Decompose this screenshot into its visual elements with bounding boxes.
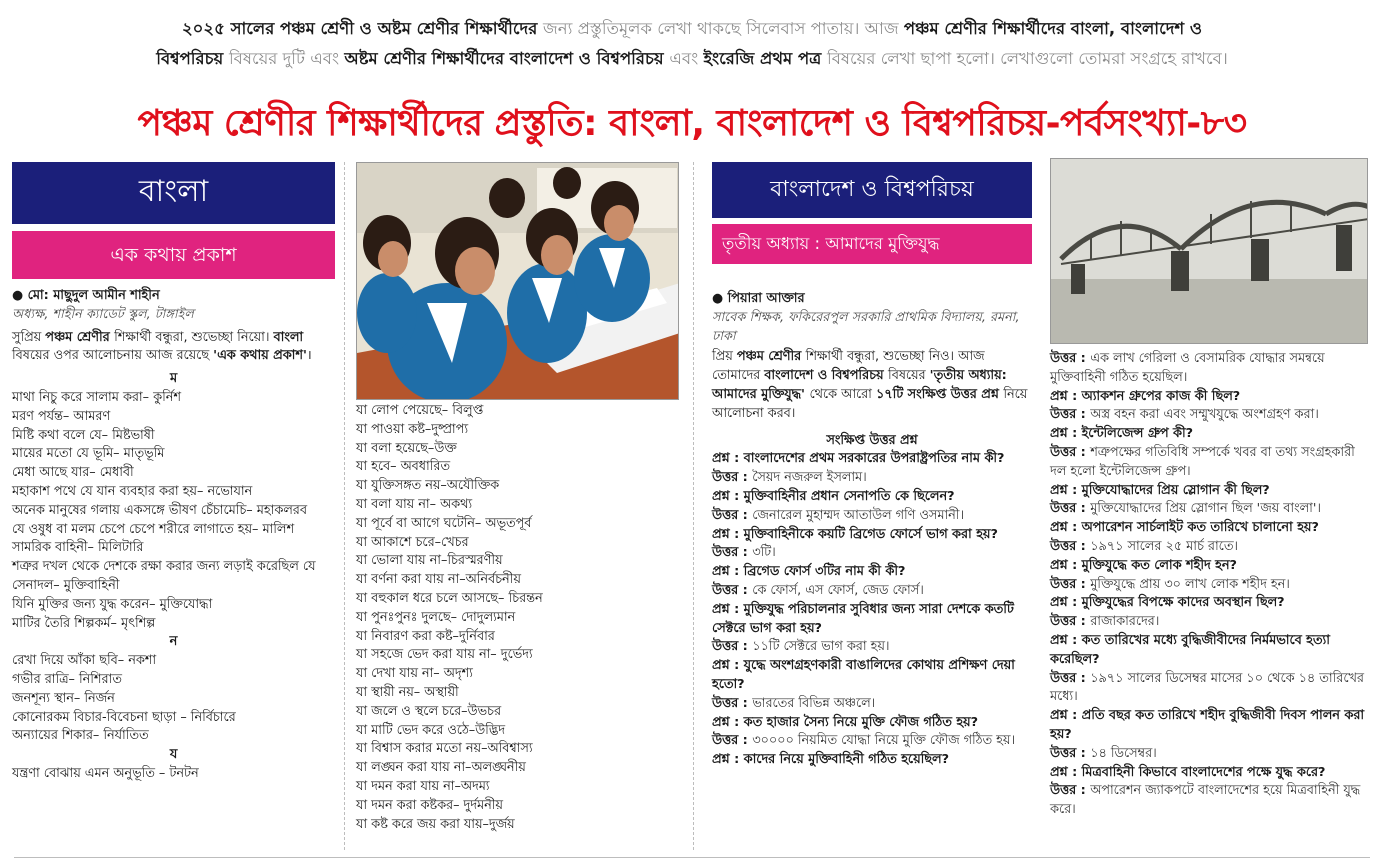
list-item: সামরিক বাহিনী– মিলিটারি [12, 540, 144, 556]
list-item: মাথা নিচু করে সালাম করা– কুর্নিশ [12, 389, 181, 405]
question-text: মিত্রবাহিনী কিভাবে বাংলাদেশের পক্ষে যুদ্ধ করে? [1081, 764, 1326, 780]
question: প্রশ্ন : বাংলাদেশের প্রথম সরকারের উপরাষ্ট্রপতির নাম কী? [712, 451, 1005, 467]
question: প্রশ্ন : কাদের নিয়ে মুক্তিবাহিনী গঠিত হয়েছিল? [712, 752, 949, 768]
question: প্রশ্ন : অপারেশন সার্চলাইট কত তারিখে চালানো হয়? [1050, 520, 1319, 536]
question: প্রশ্ন : মিত্রবাহিনী কিভাবে বাংলাদেশের পক্ষে যুদ্ধ করে? [1050, 764, 1326, 780]
question-text: মুক্তিযুদ্ধ পরিচালনার সুবিধার জন্য সারা দেশকে কতটি সেক্টরে ভাগ করা হয়? [712, 601, 1014, 636]
question-text: ইন্টেলিজেন্স গ্রুপ কী? [1081, 426, 1194, 442]
intro-segment: । [306, 348, 312, 364]
bangla-title: বাংলা [12, 162, 335, 224]
question-label: প্রশ্ন [712, 601, 730, 617]
question-text: কত তারিখের মধ্যে বুদ্ধিজীবীদের নির্মমভাবে হত্যা করেছিল? [1050, 632, 1330, 667]
answer-text: জেনারেল মুহাম্মদ আতাউল গণি ওসমানী। [752, 507, 965, 523]
list-item: যা দমন করা কষ্টকর– দুর্দমনীয় [356, 797, 503, 813]
answer-label: উত্তর [712, 582, 739, 598]
question: প্রশ্ন : মুক্তিযুদ্ধের বিপক্ষে কাদের অবস্থান ছিল? [1050, 595, 1285, 611]
bangla-intro [12, 329, 335, 367]
question: প্রশ্ন : মুক্তিযুদ্ধ পরিচালনার সুবিধার জন্য সারা দেশকে কতটি সেক্টরে ভাগ করা হয়? [712, 601, 1014, 636]
question-text: মুক্তিবাহিনীর প্রধান সেনাপতি কে ছিলেন? [743, 488, 955, 504]
question-text: যুদ্ধে অংশগ্রহণকারী বাঙালিদের কোথায় প্রশিক্ষণ দেয়া হতো? [712, 658, 1015, 692]
intro-segment: বাংলা [273, 329, 304, 345]
qa-column-4 [1050, 350, 1370, 820]
list-item: গভীর রাত্রি– নিশিরাত [12, 671, 122, 687]
question: প্রশ্ন : কত তারিখের মধ্যে বুদ্ধিজীবীদের নির্মমভাবে হত্যা করেছিল? [1050, 632, 1330, 667]
answer-text: ৩টি। [752, 545, 776, 561]
intro-segment: ১৭টি সংক্ষিপ্ত উত্তর প্রশ্ন [875, 386, 1004, 402]
bgp-subtitle: তৃতীয় অধ্যায় : আমাদের মুক্তিযুদ্ধ [712, 224, 1032, 264]
intro-segment: শিক্ষার্থী বন্ধুরা, শুভেচ্ছা নিয়ো। [114, 329, 274, 345]
list-item: যা দমন করা যায় না–অদম্য [356, 778, 490, 794]
question-text: অ্যাকশন গ্রুপের কাজ কী ছিল? [1081, 388, 1241, 404]
list-item: যা যুক্তিসঙ্গত নয়–অযৌক্তিক [356, 478, 500, 494]
list-item: যা জলে ও স্থলে চরে–উভচর [356, 703, 501, 719]
bridge-illustration [1051, 159, 1368, 344]
question: প্রশ্ন : প্রতি বছর কত তারিখে শহীদ বুদ্ধিজীবী দিবস পালন করা হয়? [1050, 708, 1365, 742]
question-text: মুক্তিবাহিনীকে কয়টি ব্রিগেড ফোর্সে ভাগ করা হয়? [743, 526, 998, 542]
list-item: যা হবে– অবধারিত [356, 459, 450, 475]
question-label: প্রশ্ন [712, 752, 730, 768]
question: প্রশ্ন : অ্যাকশন গ্রুপের কাজ কী ছিল? [1050, 388, 1241, 404]
answer: উত্তর : ১৯৭১ সালের ২৫ মার্চ রাতে। [1050, 538, 1239, 554]
list-item: যা আকাশে চরে–খেচর [356, 534, 469, 550]
intro-segment: প্রিয় [712, 349, 737, 365]
question-text: মুক্তিযোদ্ধাদের প্রিয় স্লোগান কী ছিল? [1081, 482, 1270, 498]
word-list-na [12, 652, 335, 746]
intro-segment: এবং [669, 49, 704, 68]
bangla-author: ● মো: মাছুদুল আমীন শাহীন [12, 288, 160, 303]
answer: উত্তর : জেনারেল মুহাম্মদ আতাউল গণি ওসমানী। [712, 507, 965, 523]
page-headline: পঞ্চম শ্রেণীর শিক্ষার্থীদের প্রস্তুতি: বাংলা, বাংলাদেশ ও বিশ্বপরিচয়-পর্বসংখ্যা-৮৩ [137, 103, 1247, 144]
question-text: কত হাজার সৈন্য নিয়ে মুক্তি ফৌজ গঠিত হয়? [743, 714, 978, 730]
answer-label: উত্তর [712, 470, 739, 486]
answer-text: ১৯৭১ সালের ডিসেম্বর মাসের ১০ থেকে ১৪ তারিখের মধ্যে। [1050, 670, 1364, 705]
intro-segment: বিষয়ের দুটি এবং [228, 49, 345, 68]
bangla-author-role: অধ্যক্ষ, শাহীন ক্যাডেট স্কুল, টাঙ্গাইল [12, 306, 194, 322]
column-divider [344, 162, 345, 850]
intro-line-1 [14, 14, 1370, 44]
intro-segment: 'এক কথায় প্রকাশ' [213, 348, 307, 364]
intro-segment: বিষয়ের লেখা ছাপা হলো। লেখাগুলো তোমরা সংগ্রহে রাখবে। [827, 49, 1228, 68]
question: প্রশ্ন : ব্রিগেড ফোর্স ৩টির নাম কী কী? [712, 564, 906, 580]
word-list-ma [12, 389, 335, 633]
word-list-ja [12, 765, 335, 784]
list-item: যা বিশ্বাস করার মতো নয়–অবিশ্বাস্য [356, 741, 533, 757]
question: প্রশ্ন : কত হাজার সৈন্য নিয়ে মুক্তি ফৌজ গঠিত হয়? [712, 714, 978, 730]
question-label: প্রশ্ন [1050, 482, 1068, 498]
answer-text: কে ফোর্স, এস ফোর্স, জেড ফোর্স। [752, 582, 924, 598]
list-item: মরণ পর্যন্ত– আমরণ [12, 408, 111, 424]
answer-text: এক লাখ গেরিলা ও বেসামরিক যোদ্ধার সমন্বয়ে মুক্তিবাহিনী গঠিত হয়েছিল। [1050, 351, 1325, 385]
intro-segment: জন্য প্রস্তুতিমূলক লেখা থাকছে সিলেবাস পাতায়। আজ [543, 19, 904, 38]
list-item: যা কষ্ট করে জয় করা যায়–দুর্জয় [356, 816, 515, 832]
answer: উত্তর : ১৪ ডিসেম্বর। [1050, 745, 1157, 761]
intro-line-2 [14, 44, 1370, 74]
column-divider [693, 162, 694, 850]
answer-text: ভারতের বিভিন্ন অঞ্চলে। [752, 695, 876, 711]
intro-segment: ২০২৫ সালের পঞ্চম শ্রেণী ও অষ্টম শ্রেণীর শিক্ষার্থীদের [181, 19, 544, 38]
question-label: প্রশ্ন [712, 488, 730, 504]
question-label: প্রশ্ন [1050, 632, 1068, 648]
answer: উত্তর : ১১টি সেক্টরে ভাগ করা হয়। [712, 639, 890, 655]
answer-label: উত্তর [1050, 538, 1077, 554]
answer-text: মুক্তিযোদ্ধাদের প্রিয় স্লোগান ছিল 'জয় বাংলা'। [1090, 501, 1321, 517]
question-label: প্রশ্ন [712, 564, 730, 580]
list-item: যা বর্ণনা করা যায় না–অনির্বচনীয় [356, 572, 521, 588]
list-item: মেধা আছে যার– মেধাবী [12, 465, 134, 481]
list-item: যা স্থায়ী নয়– অস্থায়ী [356, 684, 459, 700]
question-label: প্রশ্ন [712, 714, 730, 730]
list-item: মায়ের মতো যে ভূমি– মাতৃভূমি [12, 446, 165, 462]
question-label: প্রশ্ন [1050, 557, 1068, 573]
list-item: রেখা দিয়ে আঁকা ছবি– নকশা [12, 653, 157, 669]
bgp-intro [712, 348, 1032, 423]
question-label: প্রশ্ন [1050, 764, 1068, 780]
answer-label: উত্তর [1050, 576, 1077, 592]
list-item: যা সহজে ভেদ করা যায় না– দুর্ভেদ্য [356, 647, 533, 663]
question-text: অপারেশন সার্চলাইট কত তারিখে চালানো হয়? [1081, 520, 1319, 536]
question-label: প্রশ্ন [1050, 708, 1068, 724]
question-label: প্রশ্ন [1050, 388, 1068, 404]
list-item: যা বলা যায় না– অকথ্য [356, 496, 473, 512]
intro-segment: বাংলাদেশ ও বিশ্বপরিচয় [764, 368, 889, 384]
list-item: যন্ত্রণা বোঝায় এমন অনুভূতি – টনটন [12, 765, 199, 781]
answer-text: সৈয়দ নজরুল ইসলাম। [752, 470, 867, 486]
question-text: ব্রিগেড ফোর্স ৩টির নাম কী কী? [743, 564, 906, 580]
intro-segment: শিক্ষার্থী বন্ধুরা, শুভেচ্ছা নিও। আজ তোমাদের [712, 349, 985, 384]
question: প্রশ্ন : যুদ্ধে অংশগ্রহণকারী বাঙালিদের কোথায় প্রশিক্ষণ দেয়া হতো? [712, 658, 1015, 692]
answer-text: ৩০০০০ নিয়মিত যোদ্ধা নিয়ে মুক্তি ফৌজ গঠিত হয়। [752, 733, 1016, 749]
answer: উত্তর : কে ফোর্স, এস ফোর্স, জেড ফোর্স। [712, 582, 924, 598]
classroom-photo [356, 162, 679, 400]
question: প্রশ্ন : ইন্টেলিজেন্স গ্রুপ কী? [1050, 426, 1194, 442]
intro-segment: 'তৃতীয় অধ্যায়: আমাদের মুক্তিযুদ্ধ' [712, 368, 1007, 402]
list-item: মাটির তৈরি শিল্পকর্ম– মৃৎশিল্প [12, 615, 156, 631]
list-item: জনশূন্য স্থান– নির্জন [12, 690, 115, 706]
list-item: যিনি মুক্তির জন্য যুদ্ধ করেন– মুক্তিযোদ্ধা [12, 596, 213, 612]
question-label: প্রশ্ন [712, 526, 730, 542]
bangla-column [12, 162, 335, 784]
intro-segment: ইংরেজি প্রথম পত্র [703, 49, 828, 68]
list-item: যা লোপ পেয়েছে– বিলুপ্ত [356, 403, 484, 418]
bottom-rule [14, 857, 1370, 858]
question-label: প্রশ্ন [1050, 520, 1068, 536]
answer-label: উত্তর [1050, 407, 1077, 423]
answer-label: উত্তর [1050, 444, 1077, 460]
question-label: প্রশ্ন [1050, 595, 1068, 611]
list-item: শত্রুর দখল থেকে দেশকে রক্ষা করার জন্য লড়াই করেছিল যে সেনাদল– মুক্তিবাহিনী [12, 559, 316, 593]
answer-text: অস্ত্র বহন করা এবং সম্মুখযুদ্ধে অংশগ্রহণ করা। [1090, 407, 1319, 423]
bgp-author: ● পিয়ারা আক্তার [712, 291, 805, 306]
intro-segment: অষ্টম শ্রেণীর শিক্ষার্থীদের বাংলাদেশ ও বিশ্বপরিচয় [344, 49, 670, 68]
intro-segment: নিয়ে আলোচনা করব। [712, 386, 1028, 421]
answer-text: রাজাকারদের। [1090, 614, 1160, 630]
answer-label: উত্তর [1050, 783, 1077, 799]
answer-text: শত্রুপক্ষের গতিবিধি সম্পর্কে খবর বা তথ্য সংগ্রহকারী দল হলো ইন্টেলিজেন্স গ্রুপ। [1050, 444, 1355, 479]
intro-segment: বিশ্বপরিচয় [156, 49, 229, 68]
answer-label: উত্তর [712, 545, 739, 561]
answer: উত্তর : মুক্তিযুদ্ধে প্রায় ৩০ লাখ লোক শহীদ হন। [1050, 576, 1290, 592]
answer-text: ১৪ ডিসেম্বর। [1090, 745, 1157, 761]
answer-text: ১৯৭১ সালের ২৫ মার্চ রাতে। [1090, 538, 1239, 554]
list-item: যা ভোলা যায় না–চিরস্মরণীয় [356, 553, 503, 569]
answer-label: উত্তর [1050, 670, 1077, 686]
question: প্রশ্ন : মুক্তিবাহিনীকে কয়টি ব্রিগেড ফোর্সে ভাগ করা হয়? [712, 526, 998, 542]
answer: উত্তর : ভারতের বিভিন্ন অঞ্চলে। [712, 695, 876, 711]
answer-label: উত্তর [1050, 745, 1077, 761]
answer-label: উত্তর [1050, 501, 1077, 517]
answer: উত্তর : শত্রুপক্ষের গতিবিধি সম্পর্কে খবর বা তথ্য সংগ্রহকারী দল হলো ইন্টেলিজেন্স গ্রুপ। [1050, 444, 1355, 479]
list-item: যা পূর্বে বা আগে ঘটেনি– অভূতপূর্ব [356, 515, 532, 531]
list-item: কোনোরকম বিচার-বিবেচনা ছাড়া – নির্বিচারে [12, 709, 236, 725]
answer: উত্তর : অস্ত্র বহন করা এবং সম্মুখযুদ্ধে অংশগ্রহণ করা। [1050, 407, 1319, 423]
letter-heading-ja: য [169, 747, 178, 763]
answer-label: উত্তর [712, 733, 739, 749]
letter-heading-na: ন [169, 634, 178, 650]
answer-text: মুক্তিযুদ্ধে প্রায় ৩০ লাখ লোক শহীদ হন। [1090, 576, 1290, 592]
answer-label: উত্তর [712, 695, 739, 711]
bridge-photo [1050, 158, 1368, 344]
answer-text: অপারেশন জ্যাকপটে বাংলাদেশের হয়ে মিত্রবাহিনী যুদ্ধ করে। [1050, 783, 1361, 818]
bgp-author-role: সাবেক শিক্ষক, ফকিরেরপুল সরকারি প্রাথমিক বিদ্যালয়, রমনা, ঢাকা [712, 309, 1020, 344]
question-text: মুক্তিযুদ্ধের বিপক্ষে কাদের অবস্থান ছিল? [1081, 595, 1285, 611]
bangla-subtitle: এক কথায় প্রকাশ [12, 231, 335, 279]
question-text: প্রতি বছর কত তারিখে শহীদ বুদ্ধিজীবী দিবস পালন করা হয়? [1050, 708, 1365, 742]
section-title: সংক্ষিপ্ত উত্তর প্রশ্ন [826, 432, 918, 448]
answer-text: ১১টি সেক্টরে ভাগ করা হয়। [752, 639, 890, 655]
question-label: প্রশ্ন [712, 658, 730, 674]
intro-segment: বিষয়ের ওপর আলোচনায় আজ রয়েছে [12, 348, 214, 364]
list-item: মহাকাশ পথে যে যান ব্যবহার করা হয়– নভোযান [12, 483, 253, 499]
list-item: যা নিবারণ করা কষ্ট–দুর্নিবার [356, 628, 495, 644]
answer: উত্তর : ৩০০০০ নিয়মিত যোদ্ধা নিয়ে মুক্তি ফৌজ গঠিত হয়। [712, 733, 1016, 749]
list-item: অনেক মানুষের গলায় একসঙ্গে ভীষণ চেঁচামেচি– মহাকলরব [12, 502, 307, 518]
question-text: কাদের নিয়ে মুক্তিবাহিনী গঠিত হয়েছিল? [743, 752, 949, 768]
question-text: মুক্তিযুদ্ধে কত লোক শহীদ হন? [1081, 557, 1237, 573]
list-item: মিষ্টি কথা বলে যে– মিষ্টভাষী [12, 427, 155, 443]
answer: উত্তর : অপারেশন জ্যাকপটে বাংলাদেশের হয়ে মিত্রবাহিনী যুদ্ধ করে। [1050, 783, 1361, 818]
qa-list-col4 [1050, 350, 1370, 820]
answer: উত্তর : মুক্তিযোদ্ধাদের প্রিয় স্লোগান ছিল 'জয় বাংলা'। [1050, 501, 1321, 517]
intro-text [14, 14, 1370, 74]
answer-label: উত্তর [712, 507, 739, 523]
answer: উত্তর : এক লাখ গেরিলা ও বেসামরিক যোদ্ধার সমন্বয়ে মুক্তিবাহিনী গঠিত হয়েছিল। [1050, 351, 1325, 385]
bgp-column [712, 162, 1032, 770]
answer-label: উত্তর [1050, 614, 1077, 630]
bgp-title: বাংলাদেশ ও বিশ্বপরিচয় [712, 162, 1032, 218]
question-label: প্রশ্ন [1050, 426, 1068, 442]
list-item: যা বলা হয়েছে–উক্ত [356, 440, 457, 456]
intro-segment: থেকে আরো [809, 386, 876, 402]
question: প্রশ্ন : মুক্তিবাহিনীর প্রধান সেনাপতি কে ছিলেন? [712, 488, 955, 504]
list-item: যা মাটি ভেদ করে ওঠে–উদ্ভিদ [356, 722, 505, 738]
intro-segment: পঞ্চম শ্রেণীর [45, 329, 115, 345]
intro-segment: সুপ্রিয় [12, 329, 46, 345]
intro-segment: পঞ্চম শ্রেণীর [736, 349, 806, 365]
answer: উত্তর : ১৯৭১ সালের ডিসেম্বর মাসের ১০ থেকে ১৪ তারিখের মধ্যে। [1050, 670, 1364, 705]
list-item: যা বহুকাল ধরে চলে আসছে– চিরন্তন [356, 590, 543, 606]
intro-segment: পঞ্চম শ্রেণীর শিক্ষার্থীদের বাংলা, বাংলাদেশ ও [903, 19, 1203, 38]
word-list-ja-continued [356, 402, 679, 834]
answer: উত্তর : রাজাকারদের। [1050, 614, 1160, 630]
list-item: অন্যায়ের শিকার– নির্যাতিত [12, 728, 149, 744]
question: প্রশ্ন : মুক্তিযোদ্ধাদের প্রিয় স্লোগান কী ছিল? [1050, 482, 1270, 498]
list-item: যে ওষুধ বা মলম চেপে চেপে শরীরে লাগাতে হয়– মালিশ [12, 521, 295, 537]
list-item: যা পাওয়া কষ্ট–দুষ্প্রাপ্য [356, 421, 469, 437]
qa-list-col3 [712, 450, 1032, 770]
list-item: যা লঙ্ঘন করা যায় না–অলঙ্ঘনীয় [356, 760, 526, 776]
word-list-column-2 [356, 402, 679, 834]
intro-segment: বিষয়ের [888, 368, 930, 384]
answer: উত্তর : সৈয়দ নজরুল ইসলাম। [712, 470, 867, 486]
answer-label: উত্তর [712, 639, 739, 655]
list-item: যা পুনঃপুনঃ দুলছে– দোদুল্যমান [356, 609, 516, 625]
list-item: যা দেখা যায় না– অদৃশ্য [356, 666, 473, 682]
letter-heading-ma: ম [169, 371, 178, 387]
question: প্রশ্ন : মুক্তিযুদ্ধে কত লোক শহীদ হন? [1050, 557, 1237, 573]
answer: উত্তর : ৩টি। [712, 545, 776, 561]
classroom-illustration [357, 163, 679, 400]
question-text: বাংলাদেশের প্রথম সরকারের উপরাষ্ট্রপতির নাম কী? [743, 451, 1005, 467]
answer-label: উত্তর [1050, 351, 1077, 366]
question-label: প্রশ্ন [712, 451, 730, 467]
